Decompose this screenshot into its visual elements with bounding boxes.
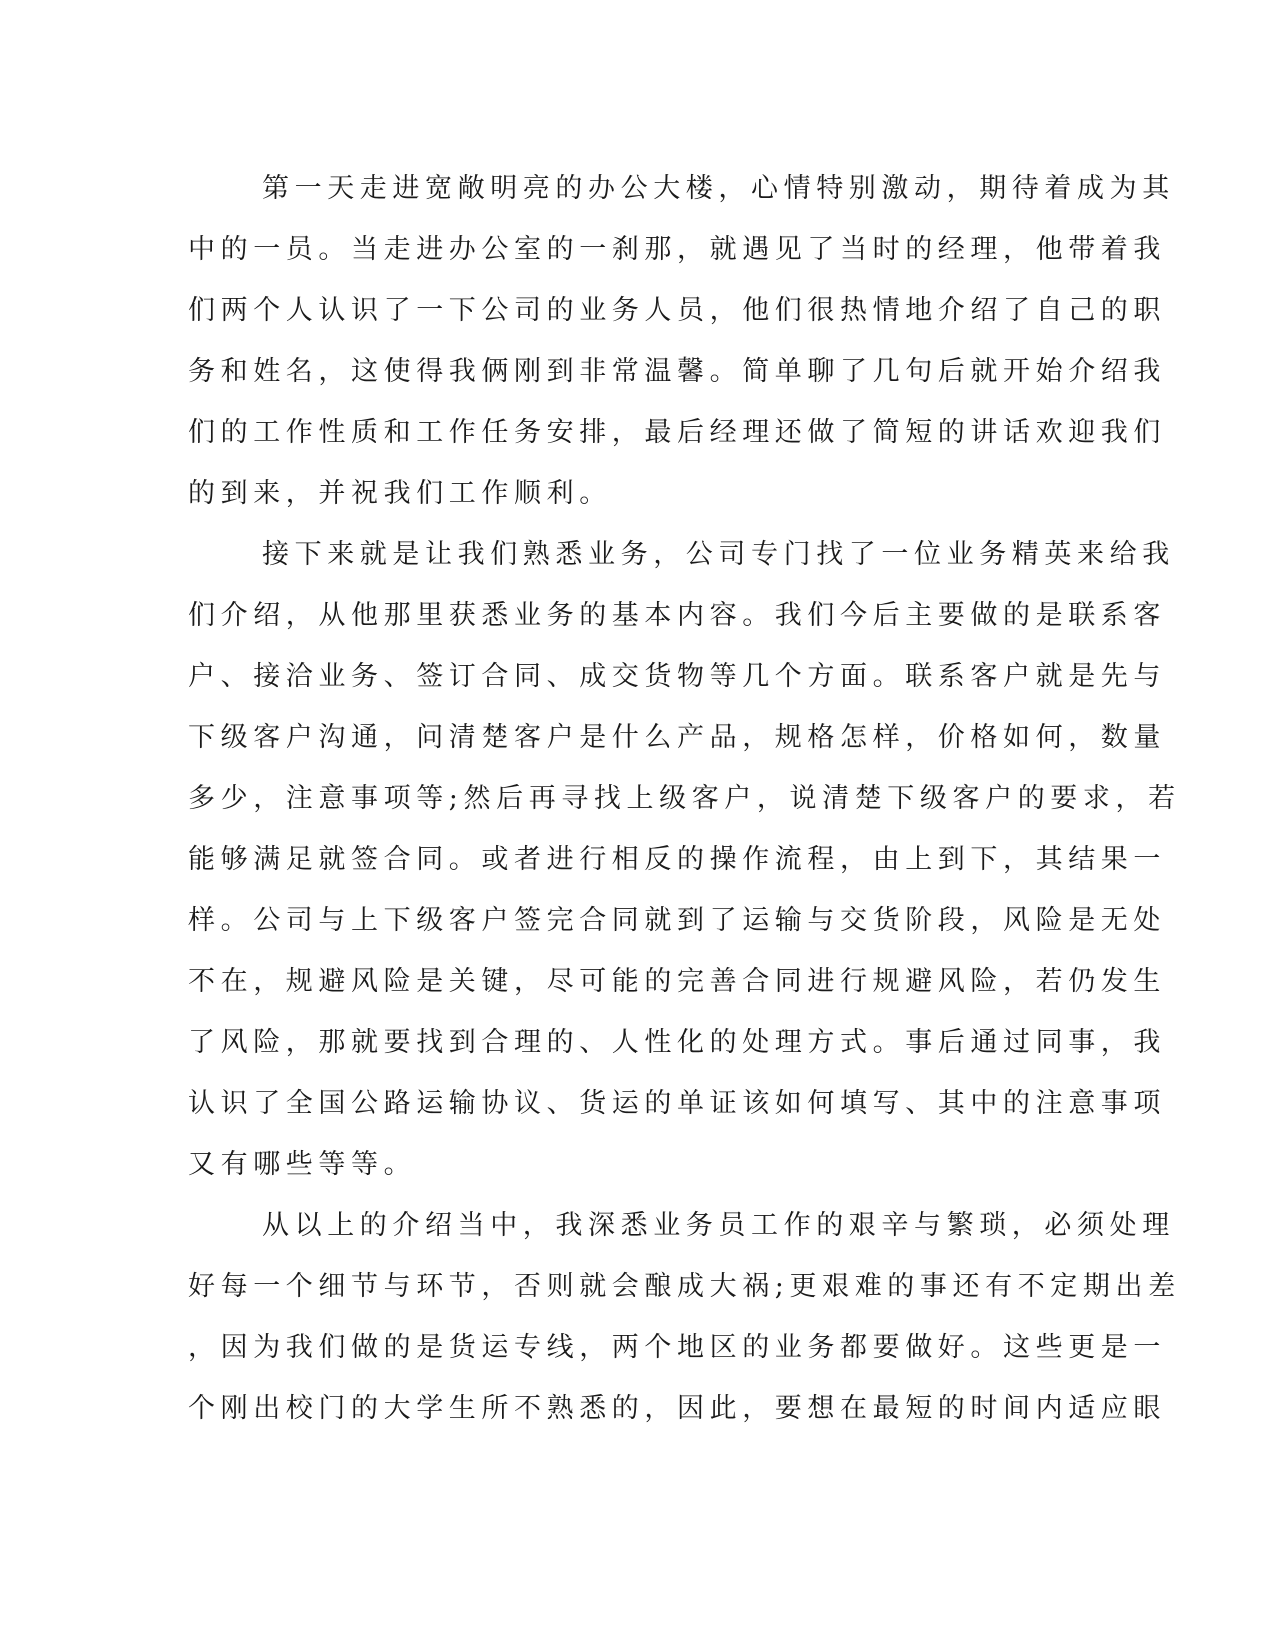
paragraph-2 bbox=[188, 524, 1181, 1195]
text-line: 了风险，那就要找到合理的、人性化的处理方式。事后通过同事，我 bbox=[188, 1027, 1166, 1058]
paragraph-3 bbox=[188, 1195, 1181, 1439]
text-line: 第一天走进宽敞明亮的办公大楼，心情特别激动，期待着成为其 bbox=[262, 173, 1175, 204]
text-line: 们两个人认识了一下公司的业务人员，他们很热情地介绍了自己的职 bbox=[188, 295, 1166, 326]
text-line: 们的工作性质和工作任务安排，最后经理还做了简短的讲话欢迎我们 bbox=[188, 417, 1166, 448]
paragraph-1 bbox=[188, 158, 1175, 524]
text-line: 接下来就是让我们熟悉业务，公司专门找了一位业务精英来给我 bbox=[262, 539, 1175, 570]
text-line: 能够满足就签合同。或者进行相反的操作流程，由上到下，其结果一 bbox=[188, 844, 1166, 875]
text-line: 多少，注意事项等;然后再寻找上级客户，说清楚下级客户的要求，若 bbox=[188, 783, 1181, 814]
text-line: 务和姓名，这使得我俩刚到非常温馨。简单聊了几句后就开始介绍我 bbox=[188, 356, 1166, 387]
text-line: 认识了全国公路运输协议、货运的单证该如何填写、其中的注意事项 bbox=[188, 1088, 1166, 1119]
text-line: 好每一个细节与环节，否则就会酿成大祸;更艰难的事还有不定期出差 bbox=[188, 1271, 1181, 1302]
document-body bbox=[188, 158, 1181, 1439]
text-line: 中的一员。当走进办公室的一刹那，就遇见了当时的经理，他带着我 bbox=[188, 234, 1166, 265]
text-line: 的到来，并祝我们工作顺利。 bbox=[188, 478, 612, 509]
text-line: 从以上的介绍当中，我深悉业务员工作的艰辛与繁琐，必须处理 bbox=[262, 1210, 1175, 1241]
text-line: 不在，规避风险是关键，尽可能的完善合同进行规避风险，若仍发生 bbox=[188, 966, 1166, 997]
text-line: 又有哪些等等。 bbox=[188, 1149, 417, 1180]
text-line: ，因为我们做的是货运专线，两个地区的业务都要做好。这些更是一 bbox=[188, 1332, 1166, 1363]
text-line: 下级客户沟通，问清楚客户是什么产品，规格怎样，价格如何，数量 bbox=[188, 722, 1166, 753]
text-line: 们介绍，从他那里获悉业务的基本内容。我们今后主要做的是联系客 bbox=[188, 600, 1166, 631]
text-line: 样。公司与上下级客户签完合同就到了运输与交货阶段，风险是无处 bbox=[188, 905, 1166, 936]
text-line: 户、接洽业务、签订合同、成交货物等几个方面。联系客户就是先与 bbox=[188, 661, 1166, 692]
text-line: 个刚出校门的大学生所不熟悉的，因此，要想在最短的时间内适应眼 bbox=[188, 1393, 1166, 1424]
